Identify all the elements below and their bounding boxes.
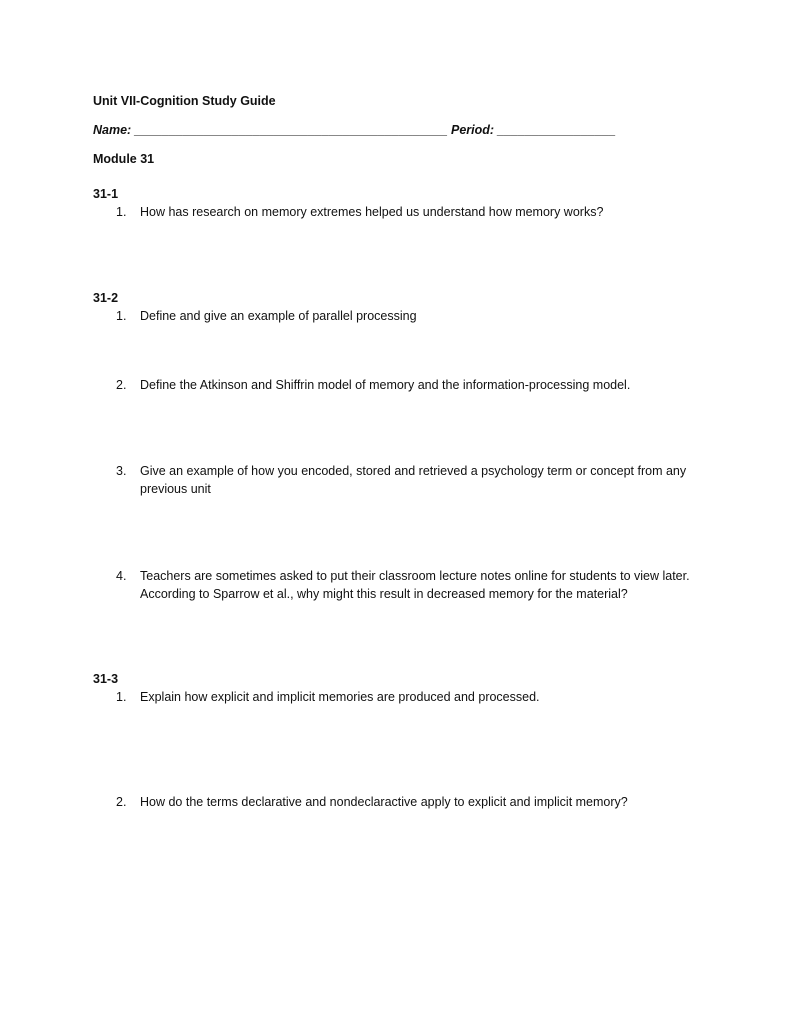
question-text: Teachers are sometimes asked to put their classroom lecture notes online for students to view later. According to Sparrow et al., why might this result in decreased memory for the material? xyxy=(140,569,690,601)
section-heading-31-2: 31-2 xyxy=(93,291,119,305)
question-number: 3. xyxy=(116,464,127,478)
section-heading-31-3: 31-3 xyxy=(93,672,119,686)
question-text: Define the Atkinson and Shiffrin model of memory and the information-processing model. xyxy=(140,378,631,392)
question-text: How do the terms declarative and nondeclaractive apply to explicit and implicit memory? xyxy=(140,795,628,809)
question-31-2-3 xyxy=(116,463,716,498)
question-text: Give an example of how you encoded, stored and retrieved a psychology term or concept from any previous unit xyxy=(140,464,687,496)
question-text: Define and give an example of parallel processing xyxy=(140,309,417,323)
question-31-2-4 xyxy=(116,568,716,603)
section-heading-31-1: 31-1 xyxy=(93,187,119,201)
question-number: 1. xyxy=(116,205,127,219)
module-heading: Module 31 xyxy=(93,152,155,166)
question-number: 4. xyxy=(116,569,127,583)
document-title: Unit VII-Cognition Study Guide xyxy=(93,94,276,108)
question-text: Explain how explicit and implicit memories are produced and processed. xyxy=(140,690,540,704)
question-text: How has research on memory extremes helped us understand how memory works? xyxy=(140,205,604,219)
question-31-3-1 xyxy=(116,689,716,707)
name-period-line: Name: _____________________________________________ Period: _________________ xyxy=(93,123,616,137)
question-number: 2. xyxy=(116,795,127,809)
question-31-2-1 xyxy=(116,308,716,326)
question-31-3-2 xyxy=(116,794,716,812)
question-number: 1. xyxy=(116,690,127,704)
question-number: 1. xyxy=(116,309,127,323)
question-31-2-2 xyxy=(116,377,716,395)
question-31-1-1 xyxy=(116,204,716,222)
question-number: 2. xyxy=(116,378,127,392)
